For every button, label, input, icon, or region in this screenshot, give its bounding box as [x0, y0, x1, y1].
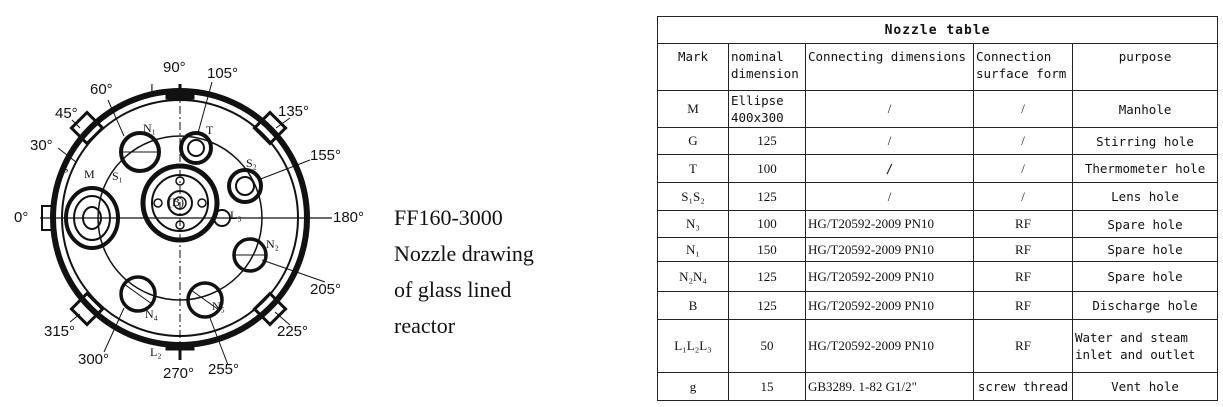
cell-dims: HG/T20592-2009 PN10	[806, 238, 974, 262]
cell-form: RF	[974, 320, 1073, 373]
table-row	[658, 373, 1218, 401]
nozzle-l2	[166, 343, 194, 350]
caption-line-2: Nozzle drawing	[394, 241, 534, 266]
table-row	[658, 292, 1218, 320]
cell-nominal: Ellipse 400x300	[729, 91, 806, 128]
label-t: T	[206, 123, 214, 137]
nozzle-l1	[166, 92, 194, 99]
table-row	[658, 183, 1218, 211]
label-s2: S₂	[246, 156, 257, 170]
cell-dims: /	[806, 183, 974, 211]
cell-form: RF	[974, 238, 1073, 262]
cell-nominal: 150	[729, 238, 806, 262]
caption-line-1: FF160-3000	[394, 205, 503, 230]
angle-315-label: 315°	[44, 323, 76, 340]
cell-nominal: 100	[729, 211, 806, 238]
cell-dims: HG/T20592-2009 PN10	[806, 211, 974, 238]
cell-mark: S₁S₂	[658, 183, 729, 211]
table-title: Nozzle table	[658, 17, 1218, 44]
cell-mark: L₁L₂L₃	[658, 320, 729, 373]
label-s1: S₁	[112, 169, 123, 183]
header-form-line-1: Connection	[976, 49, 1052, 64]
angle-300-label: 300°	[78, 351, 110, 368]
angle-90-label: 90°	[163, 59, 186, 76]
header-nominal	[729, 44, 806, 91]
caption-line-4: reactor	[394, 313, 456, 338]
cell-purpose: Thermometer hole	[1073, 155, 1218, 183]
angle-155-label: 155°	[310, 147, 342, 164]
cell-form: /	[974, 128, 1073, 155]
cell-form: RF	[974, 292, 1073, 320]
header-nominal-line-1: nominal	[731, 49, 784, 64]
cell-dims: GB3289. 1-82 G1/2"	[806, 373, 974, 401]
table-row	[658, 211, 1218, 238]
cell-dims: HG/T20592-2009 PN10	[806, 292, 974, 320]
cell-dims: /	[806, 128, 974, 155]
cell-nominal: 50	[729, 320, 806, 373]
angle-225-label: 225°	[277, 323, 309, 340]
cell-nominal: 125	[729, 183, 806, 211]
table-header-row	[658, 44, 1218, 91]
label-b: (B)	[168, 195, 184, 209]
cell-nominal: 125	[729, 262, 806, 292]
header-nominal-line-2: dimension	[731, 66, 799, 81]
angle-205-label: 205°	[310, 281, 342, 298]
cell-nominal: 15	[729, 373, 806, 401]
cell-purpose: Spare hole	[1073, 262, 1218, 292]
cell-dims: HG/T20592-2009 PN10	[806, 320, 974, 373]
angle-105-label: 105°	[207, 65, 239, 82]
angle-270-label: 270°	[163, 365, 195, 382]
cell-purpose: Water and steam inlet and outlet	[1073, 320, 1218, 373]
header-form	[974, 44, 1073, 91]
cell-nominal: 125	[729, 128, 806, 155]
cell-mark: N₁	[658, 238, 729, 262]
table-row	[658, 128, 1218, 155]
header-mark: Mark	[658, 44, 729, 91]
cell-purpose: Spare hole	[1073, 238, 1218, 262]
cell-form: /	[974, 183, 1073, 211]
header-form-line-2: surface form	[976, 66, 1067, 81]
angle-180-label: 180°	[333, 209, 365, 226]
angle-30-label: 30°	[30, 137, 53, 154]
cell-mark: T	[658, 155, 729, 183]
cell-mark: G	[658, 128, 729, 155]
label-l1: L₁	[150, 81, 162, 95]
cell-purpose: Vent hole	[1073, 373, 1218, 401]
label-l3: L₃	[230, 208, 242, 222]
cell-dims: HG/T20592-2009 PN10	[806, 262, 974, 292]
angle-255-label: 255°	[208, 361, 240, 378]
cell-dims: /	[806, 155, 974, 183]
cell-purpose: Spare hole	[1073, 211, 1218, 238]
cell-mark: B	[658, 292, 729, 320]
cell-form: /	[974, 91, 1073, 128]
table-row	[658, 262, 1218, 292]
label-g: g	[62, 159, 68, 173]
caption-line-3: of glass lined	[394, 277, 512, 302]
table-row	[658, 155, 1218, 183]
cell-mark: N₂N₄	[658, 262, 729, 292]
cell-mark: N₃	[658, 211, 729, 238]
angle-135-label: 135°	[278, 103, 310, 120]
label-n4: N₄	[145, 307, 158, 321]
cell-mark: M	[658, 91, 729, 128]
nozzle-table	[657, 16, 1218, 401]
table-row	[658, 238, 1218, 262]
cell-purpose: Manhole	[1073, 91, 1218, 128]
angle-45-label: 45°	[55, 105, 78, 122]
label-n2: N₂	[266, 237, 279, 251]
cell-purpose: Discharge hole	[1073, 292, 1218, 320]
nozzle-drawing	[0, 0, 380, 407]
angle-0-label: 0°	[14, 209, 29, 226]
header-connecting: Connecting dimensions	[806, 44, 974, 91]
cell-purpose: Lens hole	[1073, 183, 1218, 211]
cell-nominal: 100	[729, 155, 806, 183]
cell-form: RF	[974, 211, 1073, 238]
label-l2: L₂	[150, 345, 162, 359]
table-row	[658, 91, 1218, 128]
cell-nominal: 125	[729, 292, 806, 320]
reactor-top-view	[0, 0, 380, 407]
table-row	[658, 320, 1218, 373]
angle-60-label: 60°	[90, 81, 113, 98]
cell-form: screw thread	[974, 373, 1073, 401]
label-n1: N₁	[143, 121, 156, 135]
cell-form: RF	[974, 262, 1073, 292]
label-m: M	[84, 167, 95, 181]
cell-form: /	[974, 155, 1073, 183]
label-n5: N₅	[212, 299, 225, 313]
cell-purpose: Stirring hole	[1073, 128, 1218, 155]
cell-mark: g	[658, 373, 729, 401]
cell-dims: /	[806, 91, 974, 128]
header-purpose: purpose	[1073, 44, 1218, 91]
drawing-caption	[394, 200, 634, 344]
